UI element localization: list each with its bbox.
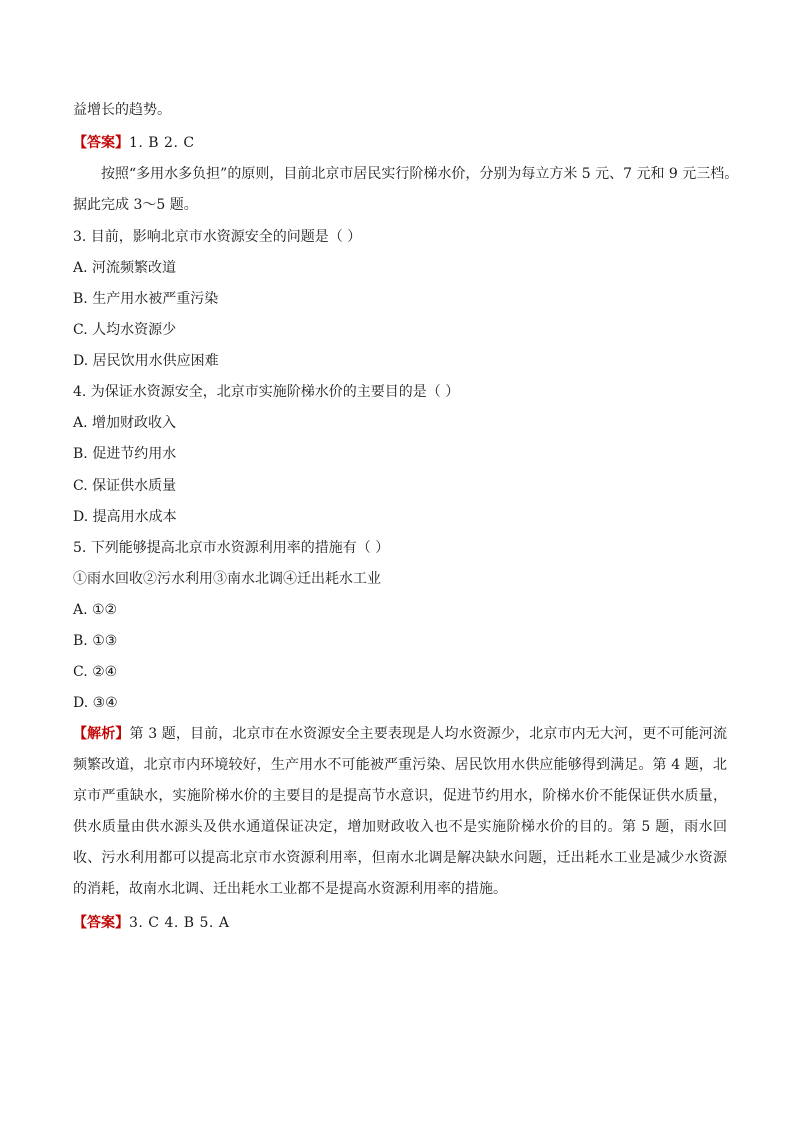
answer-tag: 【答案】 (73, 915, 129, 931)
question-4-option-a: A. 增加财政收入 (73, 415, 177, 431)
question-5-option-a: A. ①② (73, 602, 118, 618)
question-5-stem: 5. 下列能够提高北京市水资源利用率的措施有（ ） (73, 540, 390, 556)
question-3-option-b: B. 生产用水被严重污染 (73, 291, 219, 307)
answer-1-2 (73, 133, 733, 153)
intro-line-1: 按照“多用水多负担”的原则，目前北京市居民实行阶梯水价，分别为每立方米 5 元、7 元和 9 元三档。 (101, 166, 739, 182)
answer-values: 3. C 4. B 5. A (129, 915, 230, 931)
question-4-option-c: C. 保证供水质量 (73, 478, 177, 494)
question-5-option-c: C. ②④ (73, 664, 118, 680)
question-3-option-a: A. 河流频繁改道 (73, 260, 177, 276)
analysis-tag: 【解析】 (73, 726, 130, 742)
answer-3-5 (73, 913, 733, 933)
analysis-text: 第 3 题，目前，北京市在水资源安全主要表现是人均水资源少，北京市内无大河，更不可能河流频繁改道，北京市内环境较好，生产用水不可能被严重污染、居民饮用水供应能够得到满足。第 4 题，北京市严重缺水，实施阶梯水价的主要目的是提高节水意识，促进节约用水，阶梯水价不能保证供水质量，供水质量由供水源头及供水通道保证决定，增加财政收入也不是实施阶梯水价的目的。第 5 题，雨水回收、污水利用都可以提高北京市水资源利用率，但南水北调是解决缺水问题，迁出耗水工业是减少水资源的消耗，故南水北调、迁出耗水工业都不是提高水资源利用率的措施。 (73, 726, 728, 897)
question-5-items: ①雨水回收②污水利用③南水北调④迁出耗水工业 (73, 571, 381, 587)
analysis-paragraph (73, 719, 727, 905)
question-3-option-d: D. 居民饮用水供应困难 (73, 353, 219, 369)
question-5-option-b: B. ①③ (73, 633, 118, 649)
question-3-stem: 3. 目前，影响北京市水资源安全的问题是（ ） (73, 229, 362, 245)
question-3-option-c: C. 人均水资源少 (73, 322, 177, 338)
question-4-stem: 4. 为保证水资源安全，北京市实施阶梯水价的主要目的是（ ） (73, 384, 460, 400)
answer-values: 1. B 2. C (129, 135, 195, 151)
question-4-option-b: B. 促进节约用水 (73, 446, 177, 462)
continuation-text: 益增长的趋势。 (73, 102, 171, 118)
answer-tag: 【答案】 (73, 135, 129, 151)
intro-line-2: 据此完成 3～5 题。 (73, 197, 198, 213)
question-4-option-d: D. 提高用水成本 (73, 509, 177, 525)
question-5-option-d: D. ③④ (73, 695, 118, 711)
